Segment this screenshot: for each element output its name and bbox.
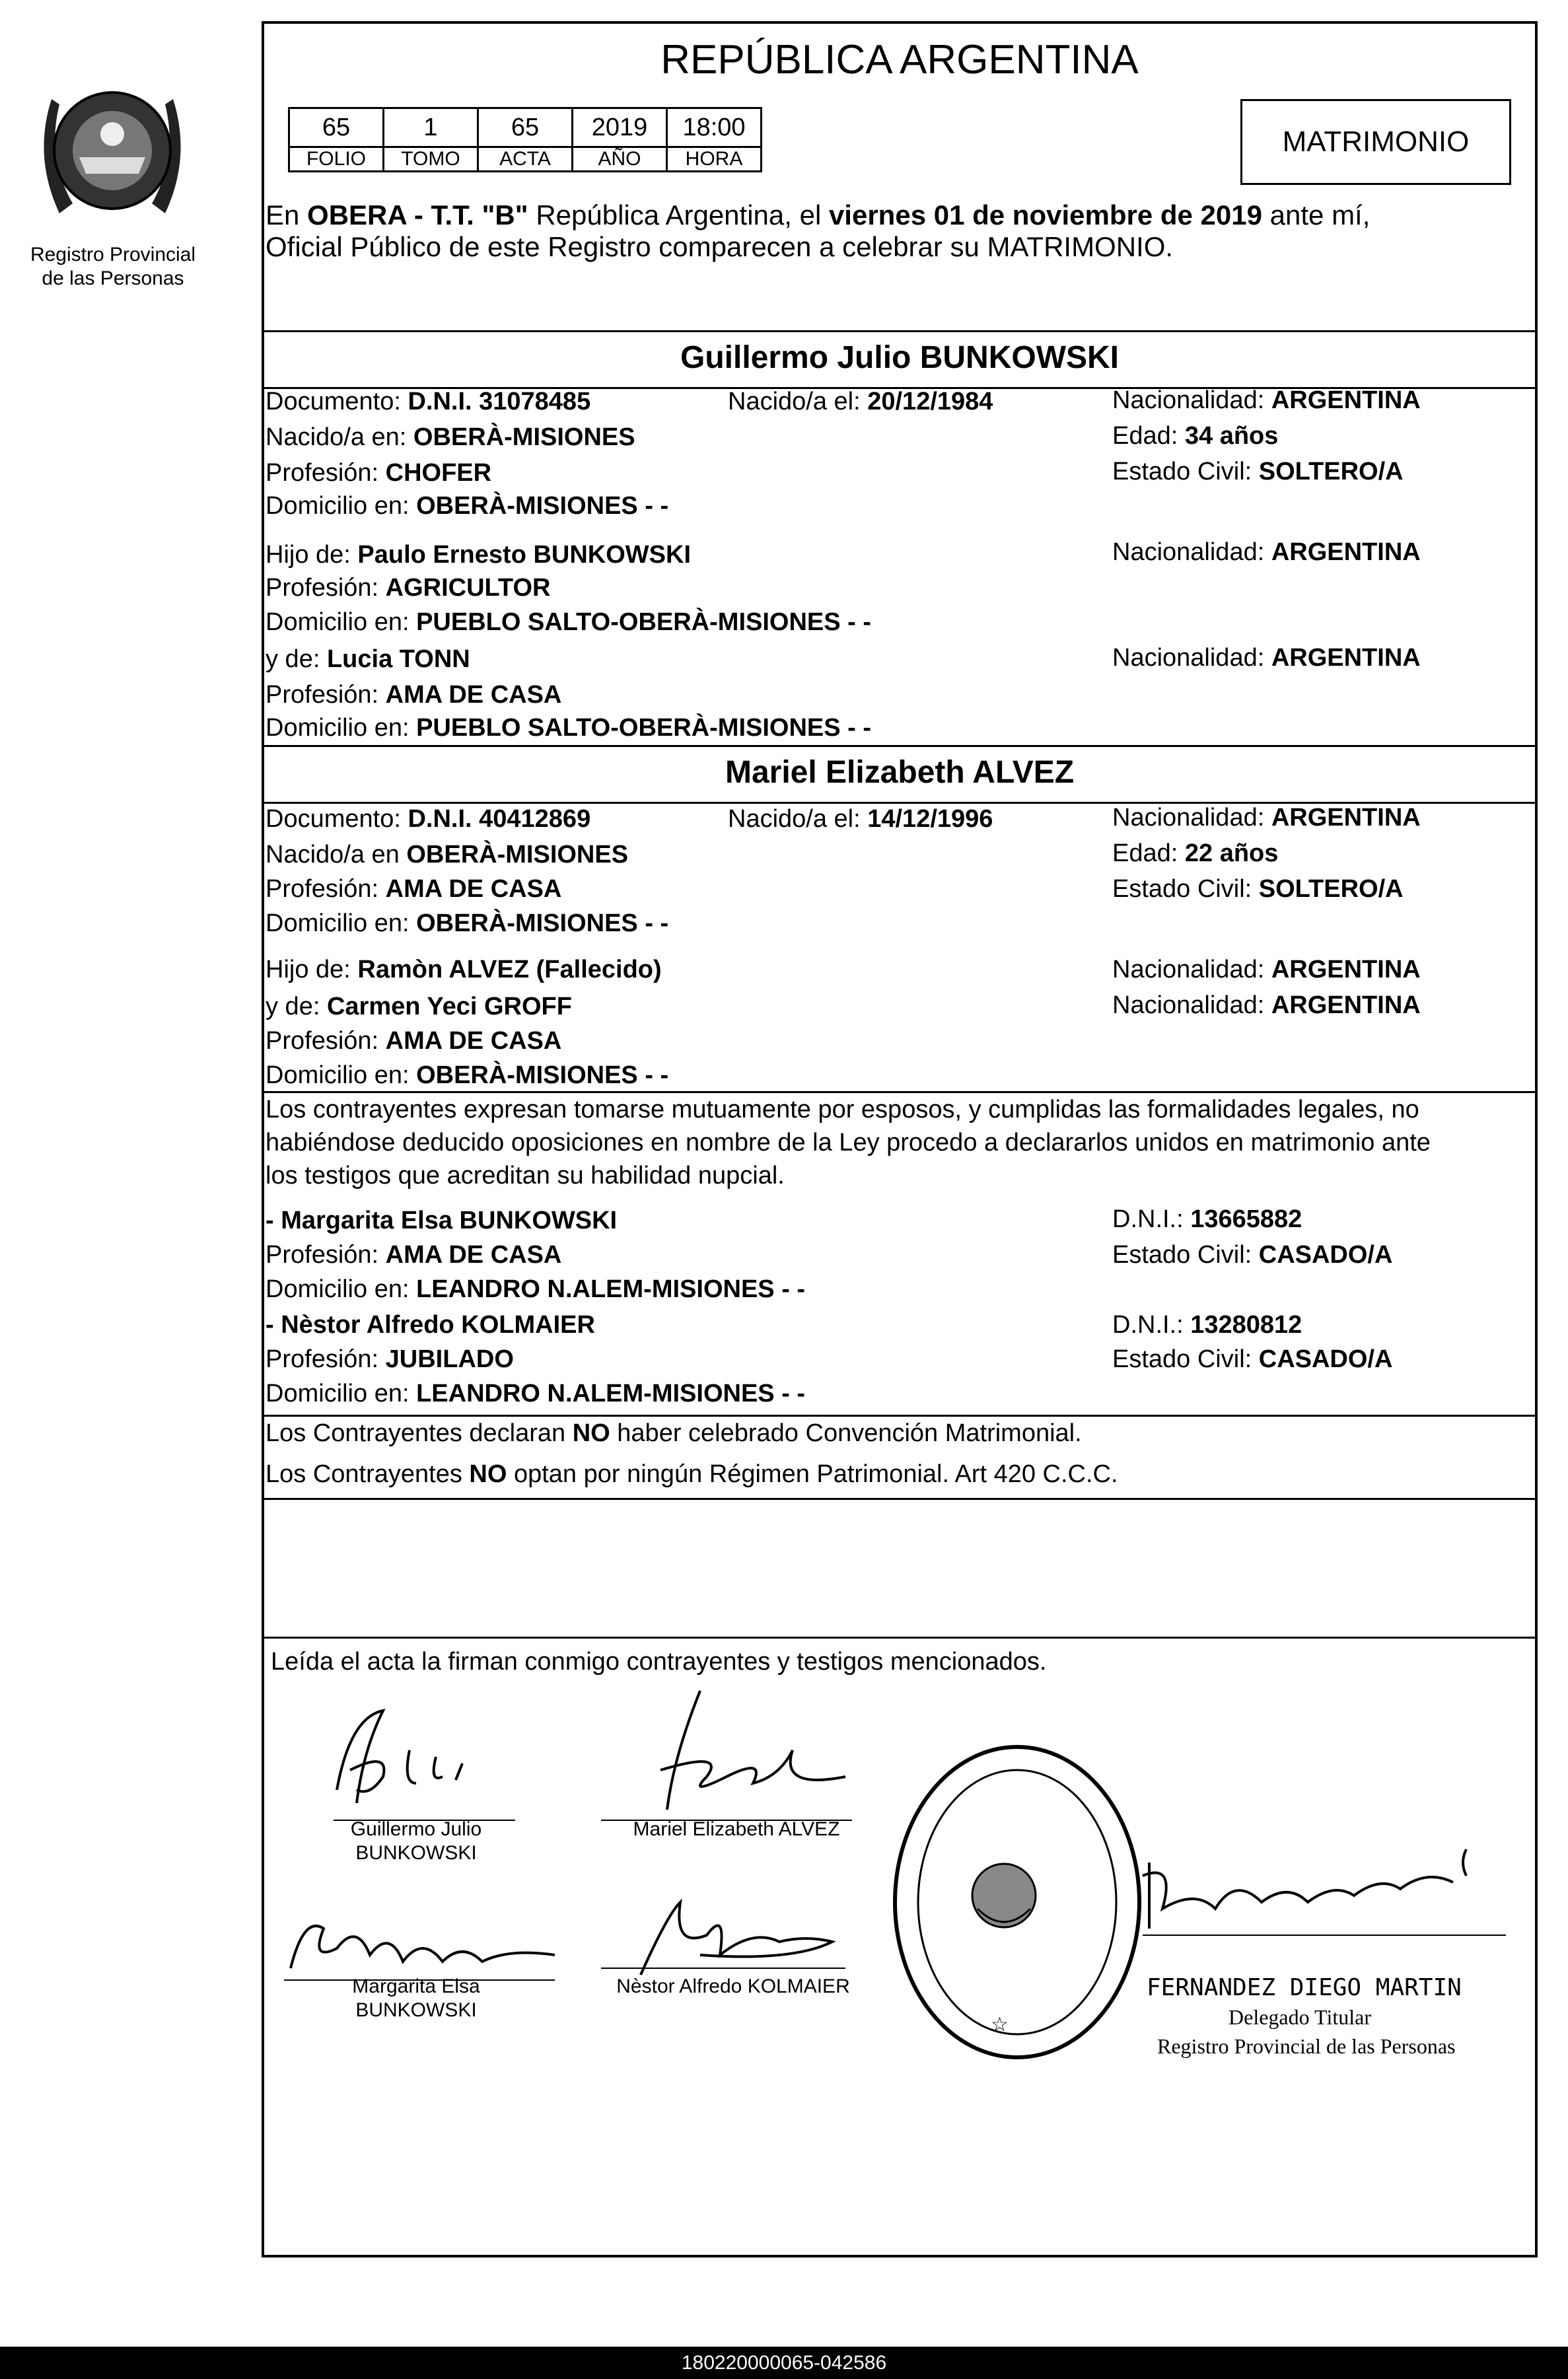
party1-mother-domicile: Domicilio en: PUEBLO SALTO-OBERÀ-MISIONES - - — [266, 714, 872, 742]
registry-table — [288, 107, 762, 172]
divider — [262, 330, 1538, 332]
party1-birthplace: Nacido/a en: OBERÀ-MISIONES — [266, 423, 635, 451]
anio-value: 2019 — [573, 108, 667, 147]
act-type-box: MATRIMONIO — [1240, 99, 1511, 185]
witness2-civil: Estado Civil: CASADO/A — [1112, 1345, 1393, 1373]
party1-nationality: Nacionalidad: ARGENTINA — [1112, 386, 1421, 414]
witness2-dni: D.N.I.: 13280812 — [1112, 1311, 1302, 1339]
party1-age: Edad: 34 años — [1112, 422, 1279, 450]
signature-party1 — [310, 1691, 575, 1823]
party2-profession: Profesión: AMA DE CASA — [266, 875, 562, 903]
party2-mother-domicile: Domicilio en: OBERÀ-MISIONES - - — [266, 1061, 669, 1089]
acta-label: ACTA — [478, 147, 573, 172]
folio-label: FOLIO — [289, 147, 384, 172]
official-role: Delegado Titular — [1229, 2005, 1371, 2029]
party1-document: Documento: D.N.I. 31078485 — [266, 388, 591, 415]
party2-father-nationality: Nacionalidad: ARGENTINA — [1112, 956, 1421, 983]
folio-value: 65 — [289, 108, 384, 147]
witness1-name: - Margarita Elsa BUNKOWSKI — [266, 1207, 618, 1234]
official-signature — [1136, 1836, 1506, 1942]
declaration-line3: los testigos que acreditan su habilidad nupcial. — [266, 1162, 785, 1190]
signature-party2-label: Mariel Elizabeth ALVEZ — [633, 1818, 840, 1840]
official-office: Registro Provincial de las Personas — [1157, 2034, 1456, 2058]
registry-stamp — [885, 1737, 1149, 2067]
divider — [262, 1637, 1538, 1639]
witness2-name: - Nèstor Alfredo KOLMAIER — [266, 1311, 595, 1339]
country-title: REPÚBLICA ARGENTINA — [660, 37, 1139, 83]
signature-witness2 — [594, 1896, 885, 1981]
witness1-domicile: Domicilio en: LEANDRO N.ALEM-MISIONES - - — [266, 1275, 806, 1303]
province-seal-logo — [33, 58, 192, 223]
party2-civil: Estado Civil: SOLTERO/A — [1112, 875, 1404, 903]
party2-document: Documento: D.N.I. 40412869 — [266, 805, 591, 833]
witness2-domicile: Domicilio en: LEANDRO N.ALEM-MISIONES - - — [266, 1380, 806, 1407]
party2-name: Mariel Elizabeth ALVEZ — [725, 755, 1075, 790]
svg-text:☆: ☆ — [991, 2013, 1009, 2036]
barcode-footer: 180220000065-042586 — [0, 2347, 1568, 2379]
party1-mother-nationality: Nacionalidad: ARGENTINA — [1112, 644, 1421, 672]
divider — [262, 1498, 1538, 1500]
witness1-dni: D.N.I.: 13665882 — [1112, 1205, 1302, 1233]
party2-mother-profession: Profesión: AMA DE CASA — [266, 1027, 562, 1055]
hora-label: HORA — [667, 147, 762, 172]
signature-witness2-label: Nèstor Alfredo KOLMAIER — [616, 1975, 850, 1997]
acta-value: 65 — [478, 108, 573, 147]
party1-mother-profession: Profesión: AMA DE CASA — [266, 681, 562, 709]
intro-date: viernes 01 de noviembre de 2019 — [828, 199, 1262, 231]
anio-label: AÑO — [573, 147, 667, 172]
intro-line2: Oficial Público de este Registro comparecen a celebrar su MATRIMONIO. — [266, 231, 1174, 262]
signature-party2 — [594, 1678, 872, 1823]
official-name: FERNANDEZ DIEGO MARTIN — [1147, 1974, 1462, 2001]
party2-birthdate: Nacido/a el: 14/12/1996 — [728, 805, 993, 833]
witness1-profession: Profesión: AMA DE CASA — [266, 1241, 562, 1269]
tomo-label: TOMO — [384, 147, 478, 172]
party2-age: Edad: 22 años — [1112, 839, 1279, 867]
signature-party1-label: Guillermo Julio BUNKOWSKI — [350, 1818, 482, 1864]
party1-name: Guillermo Julio BUNKOWSKI — [680, 340, 1120, 375]
divider — [262, 745, 1538, 747]
party2-mother-nationality: Nacionalidad: ARGENTINA — [1112, 991, 1421, 1019]
signature-witness1-label: Margarita Elsa BUNKOWSKI — [352, 1975, 480, 2021]
declaration-line2: habiéndose deducido oposiciones en nombre de la Ley procedo a declararlos unidos en matrimonio ante — [266, 1129, 1431, 1156]
logo-caption-line1: Registro Provincial — [30, 244, 196, 266]
party1-father-profession: Profesión: AGRICULTOR — [266, 574, 551, 602]
party1-mother: y de: Lucia TONN — [266, 645, 470, 673]
party1-domicile: Domicilio en: OBERÀ-MISIONES - - — [266, 492, 669, 520]
party1-profession: Profesión: CHOFER — [266, 459, 492, 487]
party2-birthplace: Nacido/a en OBERÀ-MISIONES — [266, 841, 629, 869]
party2-mother: y de: Carmen Yeci GROFF — [266, 993, 572, 1020]
party1-father-nationality: Nacionalidad: ARGENTINA — [1112, 538, 1421, 566]
party1-father: Hijo de: Paulo Ernesto BUNKOWSKI — [266, 541, 692, 569]
declaration-line1: Los contrayentes expresan tomarse mutuamente por esposos, y cumplidas las formalidades legales, no — [266, 1096, 1419, 1123]
convention-line1: Los Contrayentes declaran NO haber celebrado Convención Matrimonial. — [266, 1419, 1082, 1447]
party1-father-domicile: Domicilio en: PUEBLO SALTO-OBERÀ-MISIONES - - — [266, 608, 872, 636]
convention-line2: Los Contrayentes NO optan por ningún Régimen Patrimonial. Art 420 C.C.C. — [266, 1460, 1118, 1488]
witness1-civil: Estado Civil: CASADO/A — [1112, 1241, 1393, 1269]
divider — [262, 1415, 1538, 1417]
hora-value: 18:00 — [667, 108, 762, 147]
party2-father: Hijo de: Ramòn ALVEZ (Fallecido) — [266, 956, 662, 983]
tomo-value: 1 — [384, 108, 478, 147]
intro-line1: En OBERA - T.T. "B" República Argentina, el viernes 01 de noviembre de 2019 ante mí, — [266, 199, 1371, 231]
logo-caption-line2: de las Personas — [42, 267, 184, 289]
party2-domicile: Domicilio en: OBERÀ-MISIONES - - — [266, 909, 669, 937]
party1-civil: Estado Civil: SOLTERO/A — [1112, 458, 1404, 485]
signatures-intro: Leída el acta la firman conmigo contrayentes y testigos mencionados. — [271, 1648, 1047, 1676]
party1-birthdate: Nacido/a el: 20/12/1984 — [728, 388, 993, 415]
party2-nationality: Nacionalidad: ARGENTINA — [1112, 804, 1421, 832]
divider — [262, 1091, 1538, 1093]
intro-place: OBERA - T.T. "B" — [307, 199, 528, 231]
witness2-profession: Profesión: JUBILADO — [266, 1345, 514, 1373]
